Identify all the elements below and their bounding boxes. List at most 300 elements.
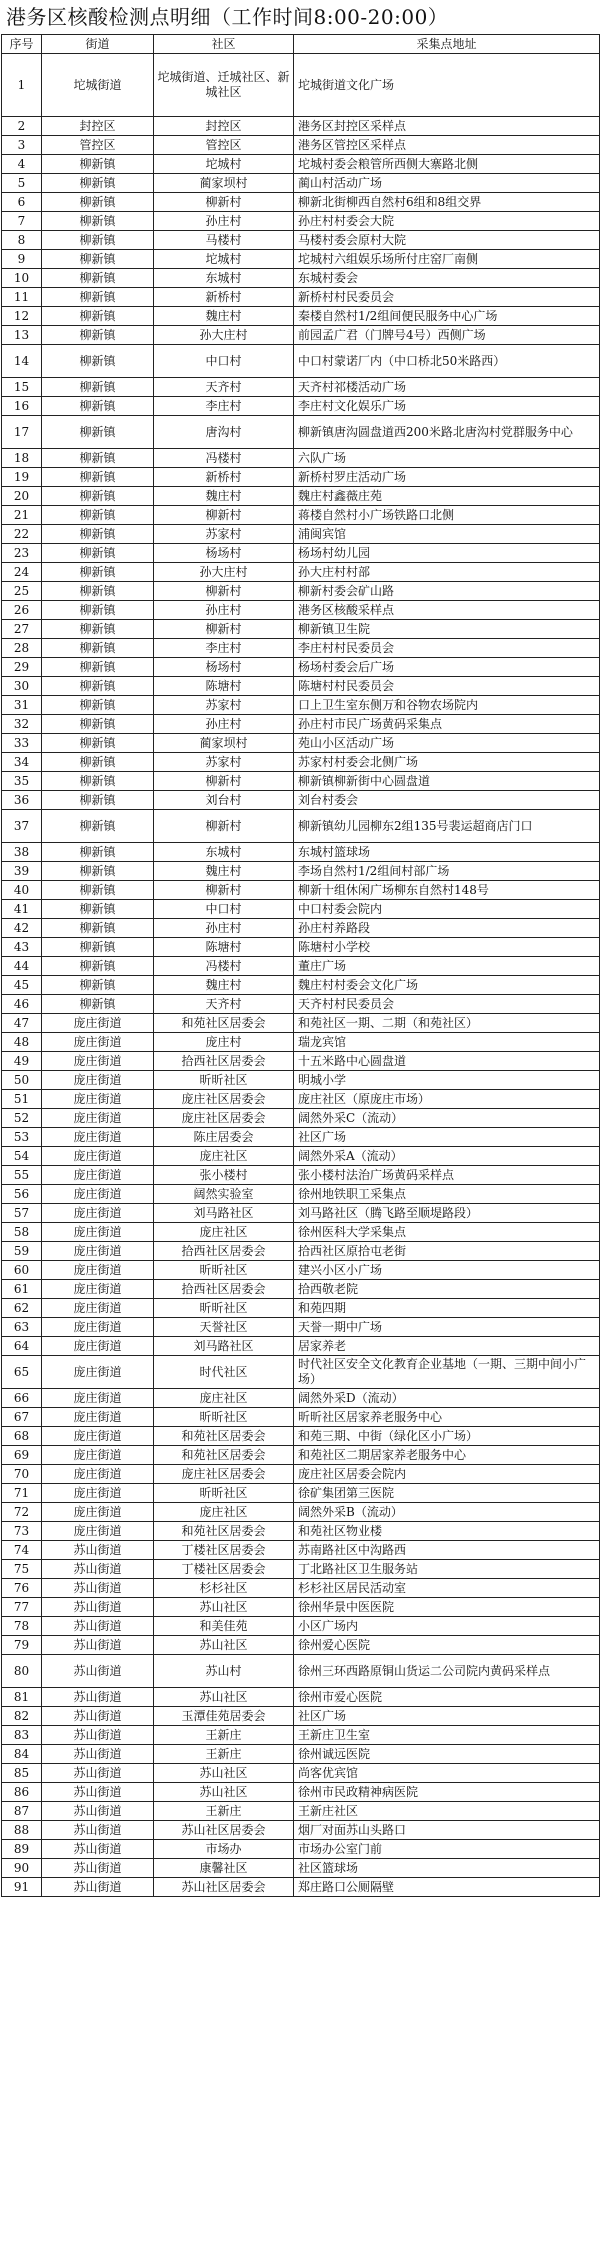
row-address: 中口村蒙诺厂内（中口桥北50米路西） [294, 345, 600, 378]
row-street: 封控区 [42, 117, 154, 136]
row-street: 苏山街道 [42, 1636, 154, 1655]
row-index: 90 [2, 1859, 42, 1878]
row-address: 阔然外采D（流动） [294, 1389, 600, 1408]
table-row [2, 1821, 600, 1840]
row-community: 王新庄 [154, 1745, 294, 1764]
row-index: 17 [2, 416, 42, 449]
row-index: 30 [2, 677, 42, 696]
row-street: 柳新镇 [42, 193, 154, 212]
row-street: 苏山街道 [42, 1688, 154, 1707]
table-row [2, 1764, 600, 1783]
row-index: 35 [2, 772, 42, 791]
row-index: 53 [2, 1128, 42, 1147]
row-community: 苏山社区居委会 [154, 1878, 294, 1897]
row-community: 蔺家坝村 [154, 174, 294, 193]
row-community: 苏家村 [154, 753, 294, 772]
row-index: 2 [2, 117, 42, 136]
row-community: 昕昕社区 [154, 1408, 294, 1427]
row-street: 柳新镇 [42, 397, 154, 416]
row-index: 6 [2, 193, 42, 212]
row-street: 庞庄街道 [42, 1318, 154, 1337]
row-index: 14 [2, 345, 42, 378]
table-row [2, 639, 600, 658]
table-row [2, 1427, 600, 1446]
table-row [2, 563, 600, 582]
row-street: 柳新镇 [42, 468, 154, 487]
row-index: 74 [2, 1541, 42, 1560]
row-community: 唐沟村 [154, 416, 294, 449]
row-street: 柳新镇 [42, 231, 154, 250]
row-address: 马楼村委会原村大院 [294, 231, 600, 250]
row-index: 5 [2, 174, 42, 193]
table-row [2, 1389, 600, 1408]
row-street: 柳新镇 [42, 900, 154, 919]
row-street: 苏山街道 [42, 1541, 154, 1560]
row-address: 陈塘村小学校 [294, 938, 600, 957]
row-street: 庞庄街道 [42, 1484, 154, 1503]
row-index: 37 [2, 810, 42, 843]
table-row [2, 976, 600, 995]
row-index: 25 [2, 582, 42, 601]
row-address: 社区广场 [294, 1128, 600, 1147]
row-community: 魏庄村 [154, 862, 294, 881]
row-address: 坨城村六组娱乐场所付庄窑厂南侧 [294, 250, 600, 269]
row-street: 柳新镇 [42, 639, 154, 658]
table-row [2, 1128, 600, 1147]
row-street: 苏山街道 [42, 1745, 154, 1764]
table-row [2, 1859, 600, 1878]
row-index: 69 [2, 1446, 42, 1465]
table-row [2, 307, 600, 326]
row-index: 10 [2, 269, 42, 288]
row-address: 孙庄村村委会大院 [294, 212, 600, 231]
row-street: 柳新镇 [42, 957, 154, 976]
table-row [2, 1166, 600, 1185]
row-street: 柳新镇 [42, 250, 154, 269]
row-street: 柳新镇 [42, 601, 154, 620]
row-street: 苏山街道 [42, 1707, 154, 1726]
table-row [2, 193, 600, 212]
table-row [2, 1560, 600, 1579]
table-row [2, 487, 600, 506]
row-community: 天齐村 [154, 378, 294, 397]
row-index: 1 [2, 54, 42, 117]
row-address: 十五米路中心圆盘道 [294, 1052, 600, 1071]
row-address: 居家养老 [294, 1337, 600, 1356]
table-header-row [2, 35, 600, 54]
row-street: 管控区 [42, 136, 154, 155]
row-address: 拾西敬老院 [294, 1280, 600, 1299]
row-community: 丁楼社区居委会 [154, 1560, 294, 1579]
table-row [2, 1465, 600, 1484]
table-row [2, 155, 600, 174]
table-row [2, 1522, 600, 1541]
row-community: 时代社区 [154, 1356, 294, 1389]
row-street: 苏山街道 [42, 1726, 154, 1745]
row-community: 庞庄社区 [154, 1503, 294, 1522]
row-community: 昕昕社区 [154, 1071, 294, 1090]
row-community: 苏山社区 [154, 1783, 294, 1802]
row-index: 71 [2, 1484, 42, 1503]
row-index: 84 [2, 1745, 42, 1764]
row-community: 马楼村 [154, 231, 294, 250]
page-title: 港务区核酸检测点明细（工作时间8:00-20:00） [6, 5, 449, 29]
table-row [2, 601, 600, 620]
row-address: 阔然外采B（流动） [294, 1503, 600, 1522]
row-index: 64 [2, 1337, 42, 1356]
table-row [2, 1109, 600, 1128]
row-street: 柳新镇 [42, 772, 154, 791]
row-community: 孙庄村 [154, 601, 294, 620]
row-address: 天齐村村民委员会 [294, 995, 600, 1014]
row-index: 31 [2, 696, 42, 715]
row-community: 庞庄社区 [154, 1147, 294, 1166]
row-address: 建兴小区小广场 [294, 1261, 600, 1280]
row-street: 柳新镇 [42, 506, 154, 525]
table-row [2, 734, 600, 753]
row-street: 庞庄街道 [42, 1522, 154, 1541]
row-street: 柳新镇 [42, 791, 154, 810]
row-street: 庞庄街道 [42, 1427, 154, 1446]
row-address: 徐州三环西路原铜山货运二公司院内黄码采样点 [294, 1655, 600, 1688]
row-index: 81 [2, 1688, 42, 1707]
row-community: 孙庄村 [154, 212, 294, 231]
row-index: 89 [2, 1840, 42, 1859]
row-community: 坨城街道、迁城社区、新城社区 [154, 54, 294, 117]
table-row [2, 772, 600, 791]
row-address: 孙庄村市民广场黄码采集点 [294, 715, 600, 734]
row-index: 60 [2, 1261, 42, 1280]
test-site-table [1, 34, 600, 1897]
row-community: 陈庄居委会 [154, 1128, 294, 1147]
row-index: 21 [2, 506, 42, 525]
row-community: 苏山社区居委会 [154, 1821, 294, 1840]
row-street: 苏山街道 [42, 1579, 154, 1598]
row-street: 苏山街道 [42, 1560, 154, 1579]
table-row [2, 1052, 600, 1071]
row-community: 苏山社区 [154, 1598, 294, 1617]
row-address: 刘台村委会 [294, 791, 600, 810]
table-row [2, 1318, 600, 1337]
row-address: 杨场村委会后广场 [294, 658, 600, 677]
row-index: 8 [2, 231, 42, 250]
row-index: 85 [2, 1764, 42, 1783]
row-street: 柳新镇 [42, 919, 154, 938]
table-row [2, 1878, 600, 1897]
row-index: 16 [2, 397, 42, 416]
row-street: 柳新镇 [42, 696, 154, 715]
row-index: 65 [2, 1356, 42, 1389]
row-street: 庞庄街道 [42, 1033, 154, 1052]
table-row [2, 1242, 600, 1261]
row-community: 新桥村 [154, 468, 294, 487]
row-index: 34 [2, 753, 42, 772]
table-row [2, 1598, 600, 1617]
row-street: 柳新镇 [42, 487, 154, 506]
table-row [2, 1707, 600, 1726]
row-address: 阔然外采C（流动） [294, 1109, 600, 1128]
row-address: 新桥村罗庄活动广场 [294, 468, 600, 487]
table-row [2, 54, 600, 117]
table-row [2, 1726, 600, 1745]
row-index: 51 [2, 1090, 42, 1109]
table-row [2, 449, 600, 468]
row-address: 天齐村祁楼活动广场 [294, 378, 600, 397]
row-address: 小区广场内 [294, 1617, 600, 1636]
row-street: 柳新镇 [42, 843, 154, 862]
row-community: 孙大庄村 [154, 563, 294, 582]
table-row [2, 1408, 600, 1427]
table-row [2, 136, 600, 155]
row-index: 27 [2, 620, 42, 639]
row-index: 77 [2, 1598, 42, 1617]
row-address: 市场办公室门前 [294, 1840, 600, 1859]
row-community: 庞庄社区居委会 [154, 1465, 294, 1484]
row-address: 柳新村委会矿山路 [294, 582, 600, 601]
row-street: 庞庄街道 [42, 1465, 154, 1484]
row-address: 丁北路社区卫生服务站 [294, 1560, 600, 1579]
row-address: 郑庄路口公厕隔壁 [294, 1878, 600, 1897]
row-street: 庞庄街道 [42, 1337, 154, 1356]
row-community: 中口村 [154, 900, 294, 919]
row-community: 管控区 [154, 136, 294, 155]
header-street: 街道 [42, 35, 154, 54]
row-community: 柳新村 [154, 193, 294, 212]
row-address: 坨城街道文化广场 [294, 54, 600, 117]
row-index: 26 [2, 601, 42, 620]
row-address: 前园孟广君（门牌号4号）西侧广场 [294, 326, 600, 345]
table-row [2, 1783, 600, 1802]
row-street: 柳新镇 [42, 881, 154, 900]
row-address: 董庄广场 [294, 957, 600, 976]
row-index: 73 [2, 1522, 42, 1541]
row-index: 55 [2, 1166, 42, 1185]
table-row [2, 995, 600, 1014]
row-index: 44 [2, 957, 42, 976]
row-street: 庞庄街道 [42, 1166, 154, 1185]
row-community: 封控区 [154, 117, 294, 136]
row-community: 庞庄社区 [154, 1389, 294, 1408]
table-row [2, 658, 600, 677]
row-address: 徐州地铁职工采集点 [294, 1185, 600, 1204]
table-row [2, 525, 600, 544]
row-community: 拾西社区居委会 [154, 1280, 294, 1299]
row-address: 昕昕社区居家养老服务中心 [294, 1408, 600, 1427]
row-street: 柳新镇 [42, 307, 154, 326]
header-community: 社区 [154, 35, 294, 54]
row-address: 徐州医科大学采集点 [294, 1223, 600, 1242]
row-address: 东城村篮球场 [294, 843, 600, 862]
table-row [2, 715, 600, 734]
row-index: 61 [2, 1280, 42, 1299]
table-body [2, 54, 600, 1897]
table-row [2, 843, 600, 862]
row-community: 杨场村 [154, 544, 294, 563]
row-community: 庞庄村 [154, 1033, 294, 1052]
table-row [2, 1745, 600, 1764]
row-street: 柳新镇 [42, 582, 154, 601]
row-street: 柳新镇 [42, 862, 154, 881]
row-index: 68 [2, 1427, 42, 1446]
table-row [2, 174, 600, 193]
row-address: 孙大庄村村部 [294, 563, 600, 582]
row-index: 70 [2, 1465, 42, 1484]
row-address: 柳新镇柳新街中心圆盘道 [294, 772, 600, 791]
row-community: 丁楼社区居委会 [154, 1541, 294, 1560]
table-row [2, 1204, 600, 1223]
row-street: 柳新镇 [42, 563, 154, 582]
row-community: 蔺家坝村 [154, 734, 294, 753]
row-street: 庞庄街道 [42, 1223, 154, 1242]
row-index: 62 [2, 1299, 42, 1318]
row-address: 港务区管控区采样点 [294, 136, 600, 155]
row-community: 刘马路社区 [154, 1337, 294, 1356]
row-community: 市场办 [154, 1840, 294, 1859]
row-index: 13 [2, 326, 42, 345]
row-community: 坨城村 [154, 155, 294, 174]
row-community: 天齐村 [154, 995, 294, 1014]
row-address: 柳新镇卫生院 [294, 620, 600, 639]
row-street: 庞庄街道 [42, 1503, 154, 1522]
row-community: 阔然实验室 [154, 1185, 294, 1204]
table-row [2, 1356, 600, 1389]
row-community: 昕昕社区 [154, 1261, 294, 1280]
row-address: 魏庄村鑫薇庄苑 [294, 487, 600, 506]
row-street: 柳新镇 [42, 810, 154, 843]
row-index: 43 [2, 938, 42, 957]
row-address: 浦闽宾馆 [294, 525, 600, 544]
row-street: 柳新镇 [42, 620, 154, 639]
row-community: 杨场村 [154, 658, 294, 677]
table-row [2, 1503, 600, 1522]
row-index: 28 [2, 639, 42, 658]
table-row [2, 1446, 600, 1465]
row-address: 口上卫生室东侧万和谷物农场院内 [294, 696, 600, 715]
row-index: 40 [2, 881, 42, 900]
table-row [2, 862, 600, 881]
table-row [2, 1071, 600, 1090]
row-address: 庞庄社区（原庞庄市场） [294, 1090, 600, 1109]
row-street: 柳新镇 [42, 938, 154, 957]
header-address: 采集点地址 [294, 35, 600, 54]
row-index: 46 [2, 995, 42, 1014]
row-address: 蔺山村活动广场 [294, 174, 600, 193]
row-community: 和美佳苑 [154, 1617, 294, 1636]
row-address: 刘马路社区（腾飞路至顺堤路段） [294, 1204, 600, 1223]
row-community: 东城村 [154, 269, 294, 288]
row-street: 庞庄街道 [42, 1299, 154, 1318]
row-street: 庞庄街道 [42, 1128, 154, 1147]
row-address: 天誉一期中广场 [294, 1318, 600, 1337]
row-community: 中口村 [154, 345, 294, 378]
row-community: 魏庄村 [154, 307, 294, 326]
row-address: 阔然外采A（流动） [294, 1147, 600, 1166]
row-street: 庞庄街道 [42, 1052, 154, 1071]
row-street: 庞庄街道 [42, 1242, 154, 1261]
row-community: 柳新村 [154, 772, 294, 791]
table-row [2, 231, 600, 250]
row-community: 玉潭佳苑居委会 [154, 1707, 294, 1726]
row-street: 苏山街道 [42, 1859, 154, 1878]
row-street: 柳新镇 [42, 976, 154, 995]
row-address: 李场自然村1/2组间村部广场 [294, 862, 600, 881]
row-street: 柳新镇 [42, 677, 154, 696]
row-address: 拾西社区原拾屯老街 [294, 1242, 600, 1261]
row-index: 7 [2, 212, 42, 231]
row-street: 柳新镇 [42, 326, 154, 345]
row-community: 王新庄 [154, 1726, 294, 1745]
row-community: 苏山社区 [154, 1764, 294, 1783]
row-address: 徐州市爱心医院 [294, 1688, 600, 1707]
row-address: 尚客优宾馆 [294, 1764, 600, 1783]
row-index: 48 [2, 1033, 42, 1052]
row-community: 陈塘村 [154, 938, 294, 957]
row-community: 柳新村 [154, 582, 294, 601]
row-community: 李庄村 [154, 639, 294, 658]
table-row [2, 677, 600, 696]
table-row [2, 269, 600, 288]
row-street: 柳新镇 [42, 658, 154, 677]
row-street: 柳新镇 [42, 995, 154, 1014]
table-row [2, 1636, 600, 1655]
table-row [2, 378, 600, 397]
row-street: 柳新镇 [42, 378, 154, 397]
row-street: 庞庄街道 [42, 1280, 154, 1299]
row-community: 坨城村 [154, 250, 294, 269]
row-community: 张小楼村 [154, 1166, 294, 1185]
row-community: 冯楼村 [154, 449, 294, 468]
table-row [2, 1337, 600, 1356]
row-index: 86 [2, 1783, 42, 1802]
row-index: 39 [2, 862, 42, 881]
row-index: 54 [2, 1147, 42, 1166]
row-index: 18 [2, 449, 42, 468]
row-address: 坨城村委会粮管所西侧大寨路北侧 [294, 155, 600, 174]
row-index: 32 [2, 715, 42, 734]
row-community: 王新庄 [154, 1802, 294, 1821]
table-row [2, 1617, 600, 1636]
row-address: 王新庄卫生室 [294, 1726, 600, 1745]
row-community: 柳新村 [154, 620, 294, 639]
row-community: 和苑社区居委会 [154, 1427, 294, 1446]
row-community: 柳新村 [154, 881, 294, 900]
row-community: 拾西社区居委会 [154, 1242, 294, 1261]
row-address: 苑山小区活动广场 [294, 734, 600, 753]
table-row [2, 212, 600, 231]
row-community: 刘马路社区 [154, 1204, 294, 1223]
row-street: 庞庄街道 [42, 1356, 154, 1389]
table-row [2, 1185, 600, 1204]
table-row [2, 957, 600, 976]
row-index: 24 [2, 563, 42, 582]
row-address: 柳新镇幼儿园柳东2组135号裴运超商店门口 [294, 810, 600, 843]
row-community: 柳新村 [154, 810, 294, 843]
row-index: 82 [2, 1707, 42, 1726]
row-community: 苏家村 [154, 525, 294, 544]
row-community: 拾西社区居委会 [154, 1052, 294, 1071]
row-index: 33 [2, 734, 42, 753]
table-row [2, 468, 600, 487]
row-address: 时代社区安全文化教育企业基地（一期、三期中间小广场） [294, 1356, 600, 1389]
row-community: 苏山村 [154, 1655, 294, 1688]
row-street: 柳新镇 [42, 715, 154, 734]
table-row [2, 582, 600, 601]
row-address: 苏家村村委会北侧广场 [294, 753, 600, 772]
row-community: 新桥村 [154, 288, 294, 307]
row-community: 苏山社区 [154, 1636, 294, 1655]
table-row [2, 1147, 600, 1166]
row-street: 苏山街道 [42, 1783, 154, 1802]
